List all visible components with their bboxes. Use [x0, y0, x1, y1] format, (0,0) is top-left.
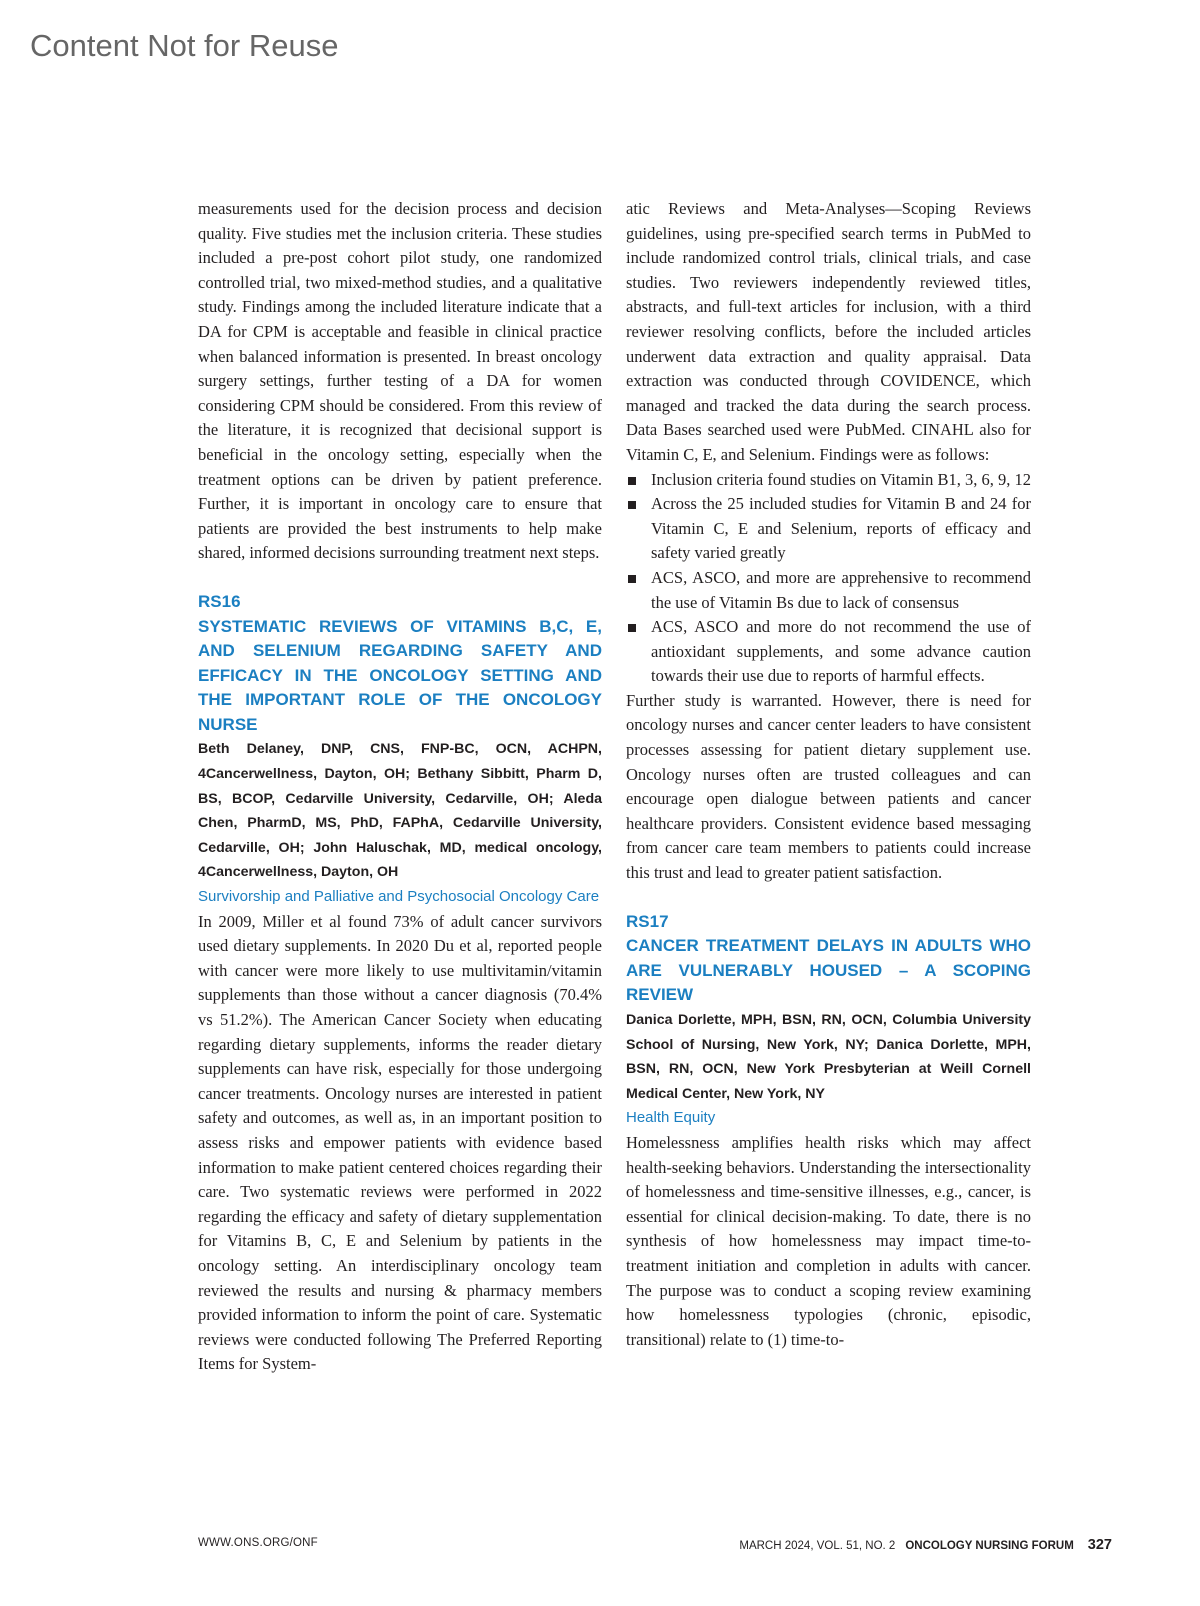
finding-text: Inclusion criteria found studies on Vitamin B1, 3, 6, 9, 12: [651, 469, 1031, 489]
rs16-conclusion: Further study is warranted. However, there is need for oncology nurses and cancer center leaders to have consistent processes assessing for patient dietary supplement use. Oncology nurses often are trusted colleagues and can encourage open dialogue between patients and cancer healthcare providers. Consistent evidence based messaging from cancer care team members to patients could increase this trust and lead to greater patient satisfaction.: [626, 690, 1031, 883]
bullet-icon: [628, 624, 636, 632]
page-number: 327: [1087, 1537, 1112, 1553]
rs17-title: CANCER TREATMENT DELAYS IN ADULTS WHO ARE VULNERABLY HOUSED – A SCOPING REVIEW: [626, 936, 1031, 1005]
rs17-authors: Danica Dorlette, MPH, BSN, RN, OCN, Columbia University School of Nursing, New York, NY; Danica Dorlette, MPH, BSN, RN, OCN, New York Presbyterian at Weill Cornell Medical Center, New York, NY: [626, 1012, 1031, 1102]
footer-issue: MARCH 2024, VOL. 51, NO. 2: [739, 1540, 896, 1552]
list-item: [626, 468, 1031, 493]
rs16-body: In 2009, Miller et al found 73% of adult cancer survivors used dietary supplements. In 2020 Du et al, reported people with cancer were more likely to use multivitamin/vitamin supplements than those without a cancer diagnosis (70.4% vs 51.2%). The American Cancer Society when educating regarding dietary supplements, informs the reader dietary supplements can have risk, especially for those undergoing cancer treatments. Oncology nurses are interested in patient safety and outcomes, as well as, in an important position to assess risks and empower patients with evidence based information to make patient centered choices regarding their care. Two systematic reviews were performed in 2022 regarding the efficacy and safety of dietary supplementation for Vitamins B, C, E and Selenium by patients in the oncology setting. An interdisciplinary oncology team reviewed the results and nursing & pharmacy members provided information to inform the point of care. Systematic reviews were conducted following The Preferred Reporting Items for System-: [198, 911, 602, 1374]
findings-list: [626, 468, 1031, 689]
rs16-continued: atic Reviews and Meta-Analyses—Scoping Reviews guidelines, using pre-specified search terms in PubMed to include randomized control trials, clinical trials, and case studies. Two reviewers independently reviewed titles, abstracts, and full-text articles for inclusion, with a third reviewer resolving conflicts, before the included articles underwent data extraction and quality appraisal. Data extraction was conducted through COVIDENCE, which managed and tracked the data during the search process. Data Bases searched used were PubMed. CINAHL also for Vitamin C, E, and Selenium. Findings were as follows:: [626, 199, 1031, 464]
watermark: Content Not for Reuse: [30, 28, 339, 63]
bullet-icon: [628, 575, 636, 583]
section-gap: [198, 566, 602, 590]
section-gap: [626, 886, 1031, 910]
bullet-icon: [628, 477, 636, 485]
finding-text: ACS, ASCO, and more are apprehensive to recommend the use of Vitamin Bs due to lack of consensus: [651, 567, 1031, 612]
footer-right: [739, 1537, 1112, 1553]
list-item: [626, 615, 1031, 689]
list-item: [626, 492, 1031, 566]
rs17-number: RS17: [626, 911, 669, 931]
finding-text: Across the 25 included studies for Vitamin B and 24 for Vitamin C, E and Selenium, reports of efficacy and safety varied greatly: [651, 494, 1031, 563]
rs16-number: RS16: [198, 591, 241, 611]
footer-url: WWW.ONS.ORG/ONF: [198, 1537, 318, 1549]
rs17-category: Health Equity: [626, 1109, 716, 1127]
bullet-icon: [628, 501, 636, 509]
left-column: [198, 197, 602, 1377]
rs16-category: Survivorship and Palliative and Psychosocial Oncology Care: [198, 888, 600, 906]
rs16-title: SYSTEMATIC REVIEWS OF VITAMINS B,C, E, AND SELENIUM REGARDING SAFETY AND EFFICACY IN THE ONCOLOGY SETTING AND THE IMPORTANT ROLE OF THE ONCOLOGY NURSE: [198, 616, 602, 734]
footer-journal: ONCOLOGY NURSING FORUM: [905, 1540, 1074, 1552]
rs17-body: Homelessness amplifies health risks which may affect health-seeking behaviors. Understanding the intersectionality of homelessness and time-sensitive illnesses, e.g., cancer, is essential for clinical decision-making. To date, there is no synthesis of how homelessness may impact time-to-treatment initiation and completion in adults with cancer. The purpose was to conduct a scoping review examining how homelessness typologies (chronic, episodic, transitional) relate to (1) time-to-: [626, 1132, 1031, 1349]
rs16-authors: Beth Delaney, DNP, CNS, FNP-BC, OCN, ACHPN, 4Cancerwellness, Dayton, OH; Bethany Sibbitt, Pharm D, BS, BCOP, Cedarville University, Cedarville, OH; Aleda Chen, PharmD, MS, PhD, FAPhA, Cedarville University, Cedarville, OH; John Haluschak, MD, medical oncology, 4Cancerwellness, Dayton, OH: [198, 741, 602, 881]
finding-text: ACS, ASCO and more do not recommend the use of antioxidant supplements, and some advance caution towards their use due to reports of harmful effects.: [651, 617, 1031, 686]
list-item: [626, 566, 1031, 615]
intro-paragraph: measurements used for the decision process and decision quality. Five studies met the inclusion criteria. These studies included a pre-post cohort pilot study, one randomized controlled trial, two mixed-method studies, and a qualitative study. Findings among the included literature indicate that a DA for CPM is acceptable and feasible in clinical practice when balanced information is presented. In breast oncology surgery settings, further testing of a DA for women considering CPM should be considered. From this review of the literature, it is recognized that decisional support is beneficial in the oncology setting, especially when the treatment options can be driven by patient preference. Further, it is important in oncology care to ensure that patients are provided the best instruments to help make shared, informed decisions surrounding treatment next steps.: [198, 199, 602, 563]
right-column: [626, 197, 1031, 1352]
